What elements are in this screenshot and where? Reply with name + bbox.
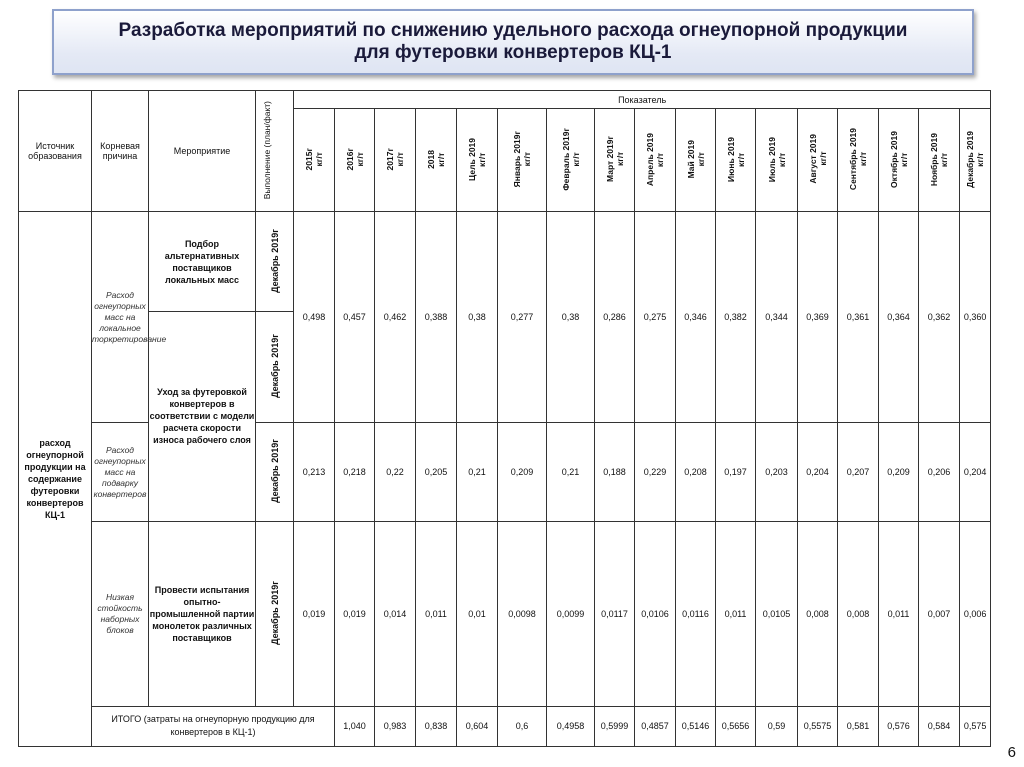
header-period-label [426, 150, 446, 169]
slide-title [119, 20, 908, 64]
value-cell-total-4: 0,604 [457, 706, 498, 746]
cause-2: Расход огнеупорных масс на подварку конвертеров [93, 444, 147, 499]
exec-cell [256, 212, 294, 312]
exec-1: Декабрь 2019г [269, 228, 280, 293]
header-period-11 [716, 109, 756, 212]
table-row [19, 521, 991, 706]
exec-3: Декабрь 2019г [269, 439, 280, 503]
period-unit: кг/т [858, 151, 868, 167]
header-period-12 [756, 109, 798, 212]
title-line-2: для футеровки конвертеров КЦ-1 [354, 42, 672, 63]
value-cell-total-2: 0,983 [375, 706, 416, 746]
period-unit: кг/т [314, 151, 324, 167]
page-number: 6 [1007, 744, 1016, 761]
period-unit: кг/т [695, 151, 706, 167]
exec-2: Декабрь 2019г [269, 334, 280, 399]
value-cell-r3-6: 0,0098 [498, 521, 547, 706]
period-unit: кг/т [735, 151, 746, 167]
header-period-label [467, 138, 487, 181]
header-period-16 [919, 109, 960, 212]
value-cell-r1-13: 0,369 [798, 212, 838, 423]
header-source: Источник образования [19, 91, 92, 212]
period-unit: кг/т [939, 151, 949, 167]
value-cell-r1-16: 0,362 [919, 212, 960, 423]
value-cell-r2-7: 0,21 [547, 423, 595, 521]
value-cell-total-7: 0,5999 [595, 706, 635, 746]
value-cell-r3-14: 0,008 [838, 521, 879, 706]
value-cell-total-8: 0,4857 [635, 706, 676, 746]
value-cell-r3-13: 0,008 [798, 521, 838, 706]
value-cell-r1-1: 0,498 [294, 212, 335, 423]
value-cell-total-3: 0,838 [416, 706, 457, 746]
value-cell-total-9: 0,5146 [676, 706, 716, 746]
total-label-cell [92, 706, 335, 746]
value-cell-r1-15: 0,364 [879, 212, 919, 423]
value-cell-r2-12: 0,203 [756, 423, 798, 521]
value-cell-r2-15: 0,209 [879, 423, 919, 521]
value-cell-r2-9: 0,229 [635, 423, 676, 521]
period-name: Ноябрь 2019 [929, 132, 939, 186]
exec-cell [256, 312, 294, 423]
value-cell-r3-12: 0,0105 [756, 521, 798, 706]
period-unit: кг/т [570, 151, 581, 167]
value-cell-r1-7: 0,38 [547, 212, 595, 423]
header-measure: Мероприятие [149, 91, 256, 212]
source-label: расход огнеупорной продукции на содержание футеровки конвертеров КЦ-1 [24, 438, 86, 521]
measure-cell [149, 521, 256, 706]
exec-4: Декабрь 2019г [269, 580, 280, 645]
period-name: Сентябрь 2019 [848, 128, 858, 191]
header-period-10 [676, 109, 716, 212]
header-period-label [889, 131, 909, 188]
value-cell-r2-1: 0,213 [294, 423, 335, 521]
value-cell-r3-10: 0,0116 [676, 521, 716, 706]
header-period-5 [457, 109, 498, 212]
value-cell-r3-16: 0,007 [919, 521, 960, 706]
period-unit: кг/т [477, 151, 487, 167]
value-cell-r3-9: 0,0106 [635, 521, 676, 706]
value-cell-r2-8: 0,188 [595, 423, 635, 521]
measure-1: Подбор альтернативных поставщиков локальных масс [164, 238, 240, 285]
value-cell-r2-4: 0,205 [416, 423, 457, 521]
value-cell-r2-10: 0,208 [676, 423, 716, 521]
value-cell-r3-8: 0,0117 [595, 521, 635, 706]
period-unit: кг/т [522, 151, 532, 167]
refractory-table [18, 90, 991, 747]
value-cell-r3-5: 0,01 [457, 521, 498, 706]
value-cell-total-1: 1,040 [335, 706, 375, 746]
period-unit: кг/т [898, 151, 909, 167]
header-row-top [19, 91, 991, 109]
header-period-label [645, 133, 665, 186]
header-period-4 [416, 109, 457, 212]
title-line-1: Разработка мероприятий по снижению удельного расхода огнеупорной продукции [118, 20, 908, 41]
value-cell-r1-5: 0,38 [457, 212, 498, 423]
header-period-9 [635, 109, 676, 212]
header-period-2 [335, 109, 375, 212]
value-cell-r1-2: 0,457 [335, 212, 375, 423]
header-cause: Корневая причина [92, 91, 149, 212]
header-period-label [929, 133, 949, 186]
header-period-label [385, 148, 405, 170]
value-cell-total-16: 0,575 [960, 706, 991, 746]
value-cell-r1-12: 0,344 [756, 212, 798, 423]
value-cell-r2-5: 0,21 [457, 423, 498, 521]
header-period-label [767, 137, 787, 182]
value-cell-r3-2: 0,019 [335, 521, 375, 706]
period-name: Цель 2019 [467, 137, 477, 181]
header-period-label [808, 134, 828, 184]
period-unit: кг/т [776, 151, 787, 167]
header-period-13 [798, 109, 838, 212]
source-cell [19, 212, 92, 747]
header-period-1 [294, 109, 335, 212]
value-cell-r1-4: 0,388 [416, 212, 457, 423]
header-period-label [726, 137, 746, 182]
value-cell-total-10: 0,5656 [716, 706, 756, 746]
value-cell-r2-14: 0,207 [838, 423, 879, 521]
period-unit: кг/т [614, 151, 625, 167]
value-cell-r3-11: 0,011 [716, 521, 756, 706]
slide-title-box [52, 9, 974, 75]
exec-cell [256, 521, 294, 706]
value-cell-r2-13: 0,204 [798, 423, 838, 521]
header-period-label [304, 148, 324, 170]
total-label: ИТОГО (затраты на огнеупорную продукцию для конвертеров в КЦ-1) [111, 714, 315, 738]
period-unit: кг/т [817, 151, 828, 167]
period-name: Август 2019 [807, 134, 818, 184]
value-cell-total-13: 0,581 [838, 706, 879, 746]
header-period-15 [879, 109, 919, 212]
period-name: 2017г [385, 147, 395, 171]
period-unit: кг/т [975, 151, 986, 167]
value-cell-r3-3: 0,014 [375, 521, 416, 706]
value-cell-total-6: 0,4958 [547, 706, 595, 746]
header-execution-label: Выполнение (план/факт) [261, 100, 272, 200]
value-cell-r3-1: 0,019 [294, 521, 335, 706]
value-cell-r3-7: 0,0099 [547, 521, 595, 706]
header-period-14 [838, 109, 879, 212]
period-name: Июль 2019 [766, 136, 777, 182]
period-name: Декабрь 2019 [965, 130, 976, 188]
value-cell-r1-11: 0,382 [716, 212, 756, 423]
value-cell-r3-17: 0,006 [960, 521, 991, 706]
table-row [19, 212, 991, 312]
value-cell-total-11: 0,59 [756, 706, 798, 746]
header-period-3 [375, 109, 416, 212]
value-cell-r1-8: 0,286 [595, 212, 635, 423]
header-period-7 [547, 109, 595, 212]
cause-cell [92, 212, 167, 423]
period-name: Январь 2019г [512, 130, 522, 188]
header-period-label [345, 148, 365, 170]
period-unit: кг/т [395, 151, 405, 167]
header-indicator: Показатель [294, 91, 991, 109]
value-cell-r2-16: 0,206 [919, 423, 960, 521]
header-execution [256, 91, 294, 212]
value-cell-r2-3: 0,22 [375, 423, 416, 521]
header-period-label [848, 128, 868, 190]
header-period-8 [595, 109, 635, 212]
value-cell-r2-17: 0,204 [960, 423, 991, 521]
header-period-17 [960, 109, 991, 212]
header-period-label [605, 136, 625, 182]
value-cell-total-5: 0,6 [498, 706, 547, 746]
exec-cell [256, 423, 294, 521]
period-name: 2015г [304, 147, 314, 171]
period-unit: кг/т [436, 151, 446, 167]
value-cell-r2-2: 0,218 [335, 423, 375, 521]
period-unit: кг/т [354, 151, 365, 167]
value-cell-total-14: 0,576 [879, 706, 919, 746]
period-name: Апрель 2019 [645, 132, 655, 186]
period-name: Май 2019 [685, 139, 696, 179]
measure-3: Провести испытания опытно-промышленной партии монолеток различных поставщиков [149, 584, 255, 643]
period-name: Март 2019г [604, 136, 615, 183]
header-period-6 [498, 109, 547, 212]
value-cell-r1-6: 0,277 [498, 212, 547, 423]
period-name: 2016г [344, 147, 355, 171]
cause-3: Низкая стойкость наборных блоков [97, 591, 143, 635]
value-cell-r1-9: 0,275 [635, 212, 676, 423]
value-cell-r3-15: 0,011 [879, 521, 919, 706]
cause-1: Расход огнеупорных масс на локальное торкретирование [92, 289, 167, 344]
value-cell-r1-17: 0,360 [960, 212, 991, 423]
header-period-label [686, 140, 706, 178]
header-period-label [561, 128, 581, 191]
value-cell-r2-6: 0,209 [498, 423, 547, 521]
period-name: Июнь 2019 [725, 136, 736, 182]
period-name: 2018 [426, 149, 436, 169]
table-row-total [19, 706, 991, 746]
value-cell-r1-10: 0,346 [676, 212, 716, 423]
measure-cell [149, 212, 256, 312]
period-name: Февраль 2019г [560, 127, 571, 191]
period-unit: кг/т [655, 151, 665, 167]
header-period-label [965, 131, 985, 188]
cause-cell [92, 521, 149, 706]
value-cell-total-15: 0,584 [919, 706, 960, 746]
value-cell-r1-3: 0,462 [375, 212, 416, 423]
value-cell-r3-4: 0,011 [416, 521, 457, 706]
period-name: Октябрь 2019 [888, 130, 899, 188]
header-period-label [512, 131, 532, 187]
cause-cell [92, 423, 149, 521]
value-cell-r2-11: 0,197 [716, 423, 756, 521]
value-cell-r1-14: 0,361 [838, 212, 879, 423]
measure-2: Уход за футеровкой конвертеров в соответствии с модели расчета скорости износа рабочего слоя [149, 387, 255, 446]
value-cell-total-12: 0,5575 [798, 706, 838, 746]
